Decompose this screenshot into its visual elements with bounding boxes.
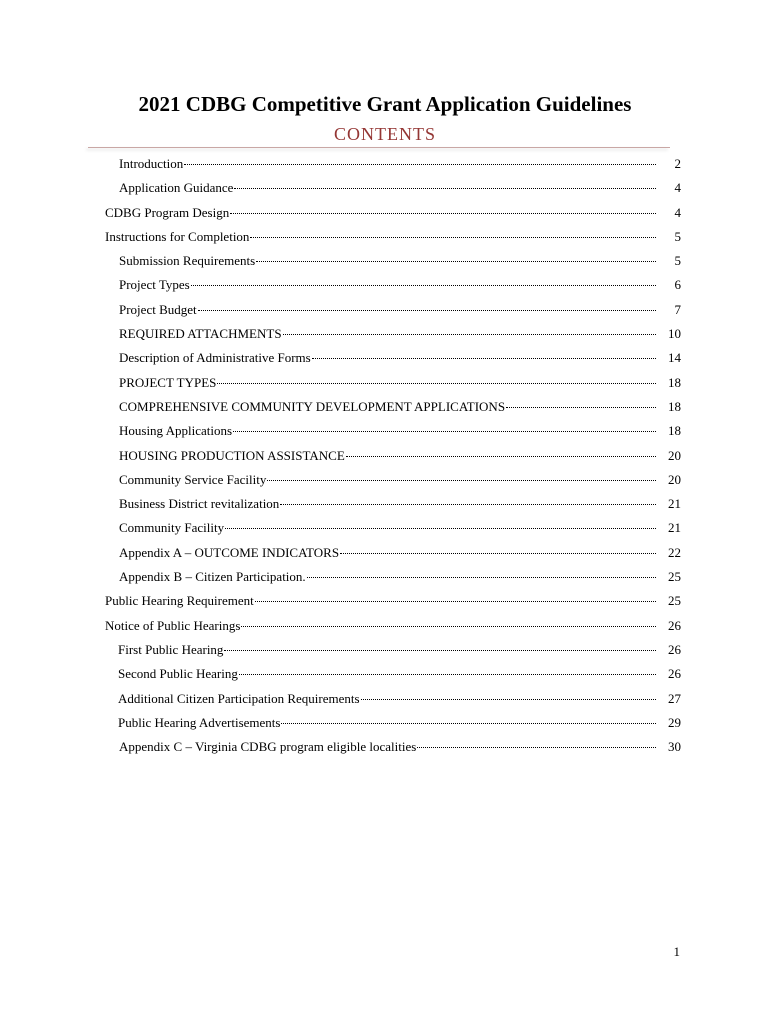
toc-entry-page[interactable]: 5: [674, 253, 681, 269]
toc-entry-page[interactable]: 20: [668, 471, 681, 487]
toc-entry[interactable]: [0, 642, 770, 666]
toc-entry[interactable]: [0, 569, 770, 593]
toc-dot-leader: [417, 747, 656, 748]
toc-dot-leader: [224, 650, 656, 651]
toc-entry-label[interactable]: Public Hearing Advertisements: [118, 714, 281, 730]
toc-entry-label[interactable]: Community Service Facility: [119, 471, 267, 487]
document-title: 2021 CDBG Competitive Grant Application Guidelines: [138, 92, 632, 116]
toc-entry[interactable]: [0, 666, 770, 690]
toc-dot-leader: [280, 504, 656, 505]
toc-entry-label[interactable]: Second Public Hearing: [118, 666, 238, 682]
toc-entry-page[interactable]: 5: [674, 228, 681, 244]
toc-entry-page[interactable]: 10: [668, 326, 681, 342]
toc-entry-page[interactable]: 29: [668, 714, 681, 730]
toc-dot-leader: [233, 431, 656, 432]
toc-entry-page[interactable]: 26: [668, 666, 681, 682]
toc-entry[interactable]: [0, 691, 770, 715]
toc-entry-page[interactable]: 26: [668, 617, 681, 633]
toc-entry-page[interactable]: 25: [668, 593, 681, 609]
toc-entry-label[interactable]: Appendix C – Virginia CDBG program eligible localities: [119, 739, 417, 755]
toc-entry-label[interactable]: Application Guidance: [119, 180, 234, 196]
toc-entry-page[interactable]: 25: [668, 569, 681, 585]
toc-entry-page[interactable]: 18: [668, 423, 681, 439]
toc-dot-leader: [312, 358, 656, 359]
toc-dot-leader: [234, 188, 656, 189]
toc-dot-leader: [250, 237, 656, 238]
toc-entry[interactable]: [0, 326, 770, 350]
toc-dot-leader: [191, 285, 656, 286]
toc-dot-leader: [230, 213, 656, 214]
toc-dot-leader: [225, 528, 656, 529]
toc-entry-page[interactable]: 21: [668, 496, 681, 512]
toc-dot-leader: [241, 626, 656, 627]
toc-entry-page[interactable]: 4: [674, 204, 681, 220]
toc-entry-page[interactable]: 4: [674, 180, 681, 196]
toc-entry-page[interactable]: 14: [668, 350, 681, 366]
toc-entry[interactable]: [0, 350, 770, 374]
toc-entry[interactable]: [0, 448, 770, 472]
toc-dot-leader: [267, 480, 656, 481]
toc-entry-page[interactable]: 2: [674, 156, 681, 171]
toc-dot-leader: [506, 407, 656, 408]
toc-dot-leader: [239, 674, 656, 675]
toc-entry-page[interactable]: 26: [668, 641, 681, 657]
toc-entry-label[interactable]: Submission Requirements: [119, 253, 256, 269]
toc-entry-label[interactable]: First Public Hearing: [118, 641, 224, 657]
toc-dot-leader: [361, 699, 656, 700]
toc-entry[interactable]: [0, 715, 770, 739]
toc-entry-label[interactable]: Project Budget: [119, 301, 197, 317]
toc-entry-label[interactable]: Appendix B – Citizen Participation.: [119, 569, 306, 585]
toc-dot-leader: [346, 456, 656, 457]
toc-entry-label[interactable]: Housing Applications: [119, 423, 233, 439]
toc-entry-label[interactable]: Notice of Public Hearings: [105, 617, 241, 633]
toc-entry-page[interactable]: 21: [668, 520, 681, 536]
heading-divider: [88, 147, 670, 148]
toc-entry-page[interactable]: 30: [668, 739, 681, 755]
toc-dot-leader: [217, 383, 656, 384]
toc-entry-label[interactable]: Business District revitalization: [119, 496, 280, 512]
toc-entry-label[interactable]: Appendix A – OUTCOME INDICATORS: [119, 544, 340, 560]
toc-dot-leader: [184, 164, 656, 165]
toc-entry-page[interactable]: 27: [668, 690, 681, 706]
toc-entry-page[interactable]: 6: [674, 277, 681, 293]
toc-entry[interactable]: [0, 156, 770, 180]
toc-entry[interactable]: [0, 205, 770, 229]
toc-entry[interactable]: [0, 180, 770, 204]
toc-entry[interactable]: [0, 472, 770, 496]
toc-entry-label[interactable]: Introduction: [119, 156, 184, 171]
toc-dot-leader: [283, 334, 656, 335]
toc-entry[interactable]: [0, 496, 770, 520]
toc-entry-page[interactable]: 22: [668, 544, 681, 560]
toc-entry[interactable]: [0, 593, 770, 617]
toc-entry[interactable]: [0, 302, 770, 326]
toc-entry[interactable]: [0, 375, 770, 399]
toc-entry-label[interactable]: Community Facility: [119, 520, 225, 536]
page-number: 1: [673, 944, 680, 959]
toc-entry[interactable]: [0, 618, 770, 642]
toc-dot-leader: [281, 723, 656, 724]
toc-entry[interactable]: [0, 423, 770, 447]
toc-entry-label[interactable]: COMPREHENSIVE COMMUNITY DEVELOPMENT APPLICATIONS: [119, 398, 506, 414]
toc-entry[interactable]: [0, 399, 770, 423]
toc-entry[interactable]: [0, 739, 770, 763]
toc-entry[interactable]: [0, 277, 770, 301]
toc-entry[interactable]: [0, 229, 770, 253]
toc-entry[interactable]: [0, 545, 770, 569]
toc-entry-label[interactable]: PROJECT TYPES: [119, 374, 217, 390]
table-of-contents: [0, 156, 770, 763]
toc-dot-leader: [340, 553, 656, 554]
toc-dot-leader: [307, 577, 656, 578]
toc-entry-label[interactable]: Additional Citizen Participation Requirements: [118, 690, 360, 706]
toc-dot-leader: [255, 601, 656, 602]
toc-dot-leader: [198, 310, 656, 311]
contents-heading: CONTENTS: [334, 124, 436, 144]
toc-entry-label[interactable]: Instructions for Completion: [105, 228, 250, 244]
toc-entry[interactable]: [0, 253, 770, 277]
toc-entry-label[interactable]: CDBG Program Design: [105, 204, 230, 220]
toc-entry-page[interactable]: 18: [668, 374, 681, 390]
toc-entry-label[interactable]: Public Hearing Requirement: [105, 593, 254, 609]
toc-entry[interactable]: [0, 520, 770, 544]
toc-entry-label[interactable]: Description of Administrative Forms: [119, 350, 311, 366]
toc-dot-leader: [256, 261, 656, 262]
toc-entry-label[interactable]: REQUIRED ATTACHMENTS: [119, 326, 282, 342]
toc-entry-label[interactable]: HOUSING PRODUCTION ASSISTANCE: [119, 447, 345, 463]
toc-entry-label[interactable]: Project Types: [119, 277, 190, 293]
toc-entry-page[interactable]: 18: [668, 398, 681, 414]
toc-entry-page[interactable]: 20: [668, 447, 681, 463]
toc-entry-page[interactable]: 7: [674, 301, 681, 317]
